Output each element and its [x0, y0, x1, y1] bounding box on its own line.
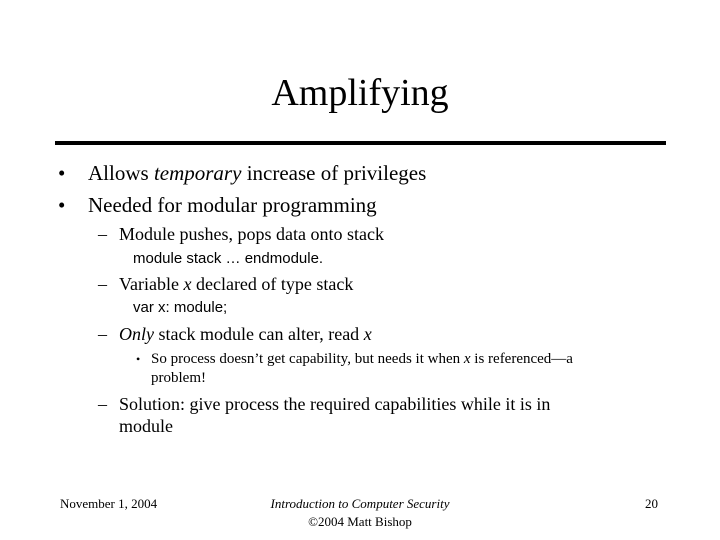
- sub-bullet-2: [98, 273, 354, 295]
- slide-title: Amplifying: [271, 72, 449, 114]
- sub-bullet-1-text: Module pushes, pops data onto stack: [119, 224, 384, 244]
- sub-bullet-4-line-1: Solution: give process the required capabilities while it is in: [119, 394, 551, 414]
- sub-bullet-3-text: Only stack module can alter, read x: [119, 324, 372, 344]
- footer-course: [210, 495, 510, 531]
- sub-sub-bullet-1-line-1: So process doesn’t get capability, but needs it when x is referenced—a: [151, 351, 573, 367]
- footer-course-title: Introduction to Computer Security: [270, 496, 450, 511]
- footer-copyright: ©2004 Matt Bishop: [308, 514, 412, 529]
- sub-bullet-4: [98, 393, 551, 415]
- page-number: 20: [645, 496, 658, 511]
- footer-date: November 1, 2004: [60, 496, 158, 511]
- title-divider: [55, 141, 666, 145]
- sub-sub-bullet-1-line-2: problem!: [151, 370, 206, 386]
- sub-bullet-3: [98, 323, 372, 345]
- dash-marker: –: [98, 274, 107, 294]
- sub-bullet-1: [98, 223, 384, 245]
- code-line-1: module stack … endmodule.: [133, 250, 324, 267]
- dash-marker: –: [98, 324, 107, 344]
- dash-marker: –: [98, 224, 107, 244]
- sub-bullet-2-text: Variable x declared of type stack: [119, 274, 354, 294]
- bullet-1: [58, 160, 427, 186]
- code-line-2: var x: module;: [133, 299, 228, 316]
- sub-sub-bullet-1: [136, 350, 573, 368]
- sub-bullet-4-line-2: module: [119, 416, 173, 436]
- bullet-2-text: Needed for modular programming: [88, 193, 377, 217]
- bullet-marker: •: [136, 352, 141, 366]
- bullet-2: [58, 192, 377, 218]
- bullet-marker: •: [58, 193, 66, 217]
- bullet-marker: •: [58, 161, 66, 185]
- bullet-1-text: Allows temporary increase of privileges: [88, 161, 427, 185]
- dash-marker: –: [98, 394, 107, 414]
